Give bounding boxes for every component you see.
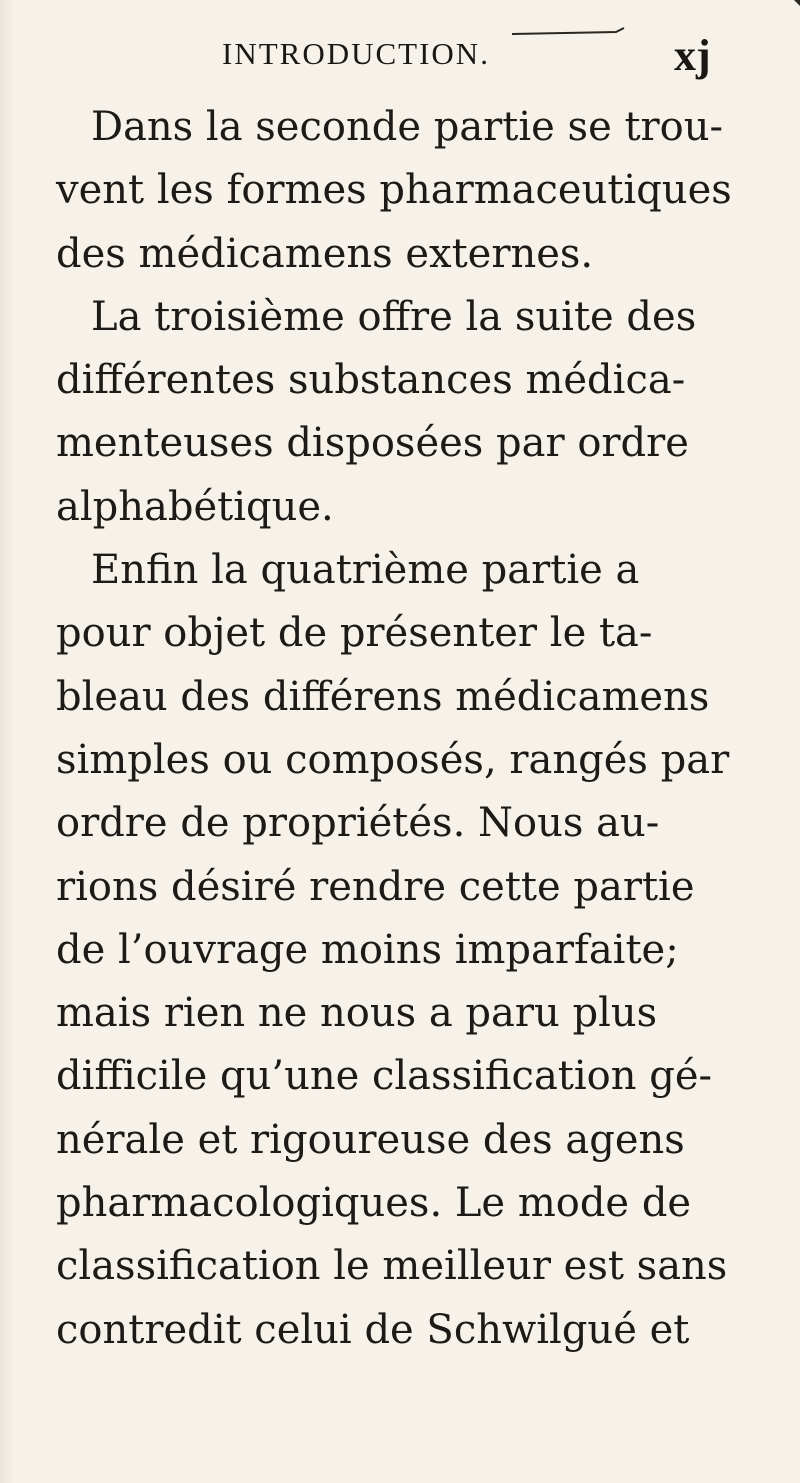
page-edge-shadow	[0, 0, 14, 1483]
page-header	[222, 31, 742, 86]
text-line: différentes substances médica-	[56, 357, 686, 404]
header-ornament-line	[512, 26, 632, 40]
body-text	[56, 96, 756, 1362]
text-line: contredit celui de Schwilgué et	[56, 1306, 690, 1353]
running-title: INTRODUCTION.	[222, 36, 490, 71]
text-line: La troisième offre la suite des	[91, 293, 697, 340]
text-line: vent les formes pharmaceutiques	[56, 167, 732, 214]
text-line: pour objet de présenter le ta-	[56, 610, 653, 657]
text-line: mais rien ne nous a paru plus	[56, 990, 658, 1037]
text-line: difficile qu’une classification gé-	[56, 1053, 713, 1100]
text-line: nérale et rigoureuse des agens	[56, 1116, 685, 1163]
text-line: classification le meilleur est sans	[56, 1243, 728, 1290]
corner-mark	[792, 0, 800, 8]
text-line: Dans la seconde partie se trou-	[91, 104, 724, 150]
text-line: rions désiré rendre cette partie	[56, 863, 695, 910]
text-line: simples ou composés, rangés par	[56, 736, 730, 783]
text-line: ordre de propriétés. Nous au-	[56, 800, 660, 847]
text-line: des médicamens externes.	[56, 230, 594, 277]
text-line: pharmacologiques. Le mode de	[56, 1180, 692, 1227]
text-line: menteuses disposées par ordre	[56, 420, 689, 467]
text-line: alphabétique.	[56, 483, 334, 530]
page-number: xj	[674, 31, 711, 80]
text-line: bleau des différens médicamens	[56, 673, 710, 720]
text-line: Enfin la quatrième partie a	[91, 547, 640, 594]
text-line: de l’ouvrage moins imparfaite;	[56, 926, 679, 973]
